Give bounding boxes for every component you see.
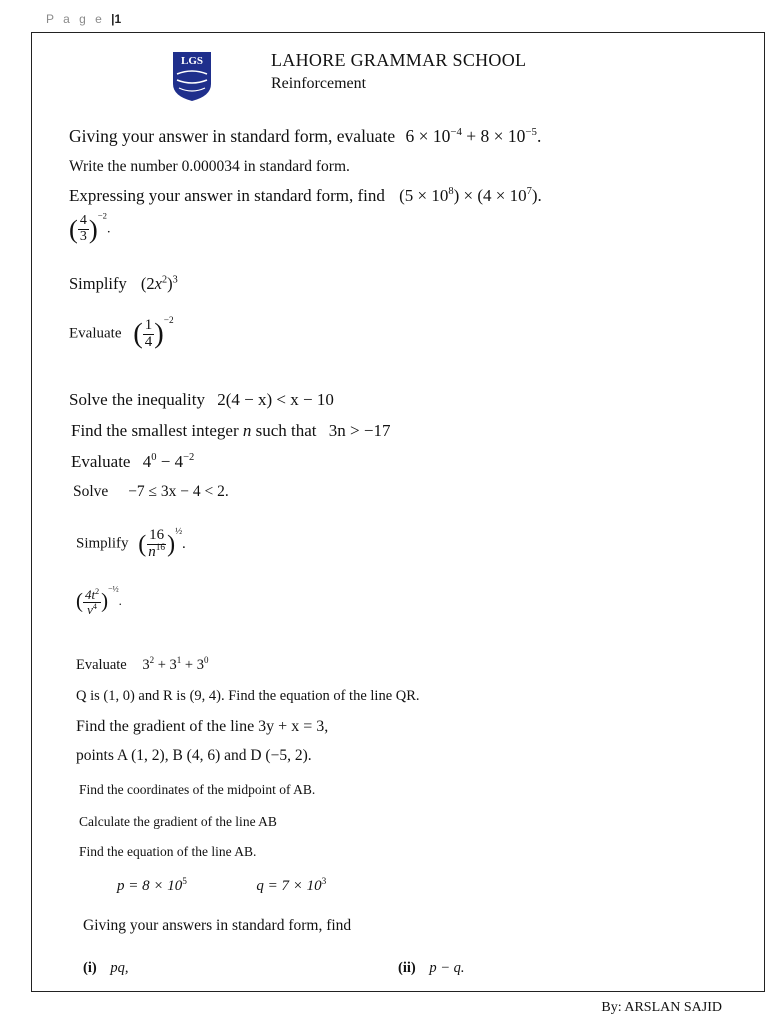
q1-exp2: −5 <box>525 125 537 138</box>
q6-exponent: −2 <box>163 315 174 326</box>
q12-denominator-exp: 4 <box>92 601 97 611</box>
q12-denominator: v <box>87 601 93 617</box>
q5-a: (2 <box>140 274 155 293</box>
part-ii-expr: p − q. <box>429 960 465 976</box>
q11-end: . <box>182 535 186 552</box>
question-13-text: Evaluate <box>76 657 127 673</box>
question-8 <box>71 421 390 441</box>
question-3-text: Expressing your answer in standard form, find <box>69 186 385 205</box>
q4-denominator: 3 <box>79 228 87 244</box>
author-credit: By: ARSLAN SAJID <box>601 1000 722 1015</box>
q4-end: . <box>106 221 111 237</box>
question-18: Calculate the gradient of the line AB <box>79 814 277 829</box>
question-10-text: Solve <box>73 483 109 500</box>
q10-expr: −7 ≤ 3x − 4 < 2. <box>128 483 229 500</box>
question-8-text: Find the smallest integer <box>71 421 239 440</box>
question-4: ( $\frac{4}{3}$ )$^{-2}$. <box>69 210 111 244</box>
q12-end: . <box>118 593 122 609</box>
question-10 <box>73 483 229 501</box>
question-13 <box>76 657 208 674</box>
part-ii-label: (ii) <box>398 960 416 976</box>
q6-numerator: 1 <box>144 317 153 333</box>
q5-exp1: 2 <box>161 274 168 286</box>
q8-var: n <box>242 421 252 440</box>
q9-exp2: −2 <box>183 452 195 464</box>
q8-expr: 3n > −17 <box>328 421 391 440</box>
q3-c: ). <box>531 186 542 205</box>
q3-exp1: 8 <box>448 186 454 198</box>
logo-text: LGS <box>180 55 204 67</box>
q13-exp1: 2 <box>149 655 155 666</box>
q3-exp2: 7 <box>526 186 532 198</box>
question-5 <box>69 274 178 294</box>
question-22-part-i <box>83 960 128 977</box>
q-exponent: 3 <box>321 876 327 887</box>
q4-numerator: 4 <box>79 213 87 228</box>
q13-exp3: 0 <box>203 655 209 666</box>
question-6-text: Evaluate <box>69 325 122 342</box>
question-19: Find the equation of the line AB. <box>79 844 257 859</box>
question-11-text: Simplify <box>76 535 129 552</box>
question-14: Q is (1, 0) and R is (9, 4). Find the equation of the line QR. <box>76 688 420 704</box>
question-6: Evaluate ( $\frac{1}{4}$ )$^{-2}$ <box>69 315 174 350</box>
question-16: points A (1, 2), B (4, 6) and D (−5, 2). <box>76 747 312 764</box>
part-i-expr: pq, <box>110 960 129 976</box>
q1-exp1: −4 <box>450 125 462 138</box>
q12-numerator: 4t <box>84 587 96 602</box>
q11-denominator-exp: 16 <box>155 542 166 553</box>
question-9-text: Evaluate <box>71 452 131 471</box>
question-1 <box>69 126 541 147</box>
q4-exponent: −2 <box>97 210 107 221</box>
q12-numerator-exp: 2 <box>95 586 100 596</box>
q3-b: ) × (4 × 10 <box>453 186 527 205</box>
q-definition: q = 7 × 10 <box>256 878 322 894</box>
q1-expr: 6 × 10 <box>405 126 451 146</box>
p-definition: p = 8 × 10 <box>117 878 183 894</box>
q13-exp2: 1 <box>176 655 182 666</box>
question-7-text: Solve the inequality <box>69 390 205 409</box>
q11-denominator-base: n <box>148 543 156 560</box>
q5-exp2: 3 <box>172 274 178 286</box>
q11-exponent: ½ <box>175 526 183 537</box>
question-3 <box>69 186 542 206</box>
document-subtitle: Reinforcement <box>271 75 367 92</box>
q9-b: − 4 <box>156 452 184 471</box>
q3-a: (5 × 10 <box>399 186 449 205</box>
q12-exponent: −½ <box>108 584 119 594</box>
question-20 <box>117 878 326 895</box>
question-21: Giving your answers in standard form, find <box>83 917 352 934</box>
question-7 <box>69 390 334 410</box>
school-logo <box>171 50 213 102</box>
page-word: P a g e <box>46 12 105 26</box>
q8-mid: such that <box>255 421 317 440</box>
question-11: Simplify ( $\frac{16}{n^{16}}$ )$^{\frac{1}{2}}$. <box>76 526 186 560</box>
q7-expr: 2(4 − x) < x − 10 <box>217 390 334 409</box>
q9-exp1: 0 <box>151 452 157 464</box>
q11-numerator: 16 <box>149 527 165 543</box>
q13-c: + 3 <box>181 657 204 673</box>
page-number: 1 <box>114 12 122 26</box>
q9-a: 4 <box>142 452 152 471</box>
part-i-label: (i) <box>83 960 97 976</box>
q5-var: x <box>154 274 162 293</box>
q6-denominator: 4 <box>144 333 153 350</box>
page-separator: | <box>111 12 115 26</box>
q5-b: ) <box>167 274 173 293</box>
q1-mid: + 8 × 10 <box>461 126 526 146</box>
question-22-part-ii <box>398 960 465 977</box>
question-1-text: Giving your answer in standard form, evaluate <box>69 126 396 146</box>
q13-b: + 3 <box>154 657 177 673</box>
question-2: Write the number 0.000034 in standard form. <box>69 158 350 175</box>
school-name: LAHORE GRAMMAR SCHOOL <box>271 50 527 70</box>
question-9 <box>71 452 194 472</box>
q13-a: 3 <box>142 657 150 673</box>
question-5-text: Simplify <box>69 274 127 293</box>
question-12: ( $\frac{4t^2}{v^4}$ )$^{-\frac{1}{2}}$. <box>76 584 122 617</box>
question-15: Find the gradient of the line 3y + x = 3, <box>76 718 329 735</box>
page-label <box>46 12 121 26</box>
question-17: Find the coordinates of the midpoint of AB. <box>79 782 316 797</box>
p-exponent: 5 <box>182 876 187 887</box>
q1-end: . <box>536 126 542 146</box>
